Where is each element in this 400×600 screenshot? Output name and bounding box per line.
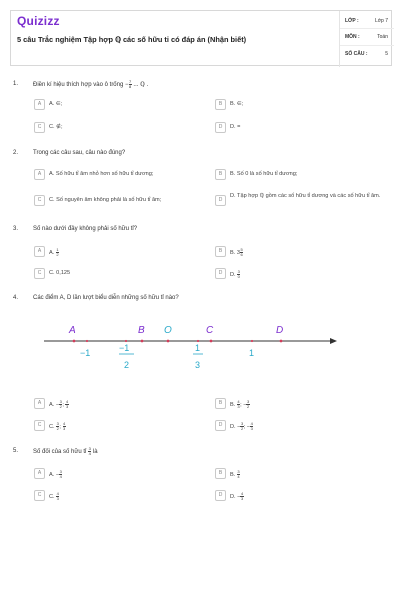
numerator: 4 bbox=[250, 421, 253, 426]
option-label-text: A. bbox=[49, 401, 56, 408]
option-letter-box[interactable]: C bbox=[34, 490, 45, 501]
option-letter-box[interactable]: A bbox=[34, 246, 45, 257]
option-label-text: B. bbox=[230, 401, 237, 408]
question-text-part: Điền kí hiệu thích hợp vào ô trống − bbox=[33, 82, 129, 89]
meta-key: LỚP : bbox=[345, 18, 359, 24]
option-label: A. Số hữu tỉ âm nhỏ hơn số hữu tỉ dương; bbox=[49, 171, 154, 177]
page-title: 5 câu Trắc nghiệm Tập hợp ℚ các số hữu tỉ có đáp án (Nhận biết) bbox=[17, 35, 247, 44]
point-label-d: D bbox=[276, 325, 284, 336]
divider bbox=[340, 45, 394, 46]
tick-dot bbox=[251, 340, 253, 342]
fraction bbox=[237, 470, 240, 479]
sign: − bbox=[55, 401, 60, 408]
fraction bbox=[59, 470, 62, 479]
separator: ; bbox=[240, 401, 244, 408]
option-label-text: D. bbox=[230, 493, 238, 500]
sign: − bbox=[246, 423, 251, 430]
question-text bbox=[33, 447, 98, 456]
denominator: 3 bbox=[237, 404, 240, 409]
point-dot-c bbox=[210, 340, 213, 343]
numerator: 3 bbox=[237, 269, 240, 274]
question-text: Số nào dưới đây không phải số hữu tỉ? bbox=[33, 226, 138, 232]
point-label-c: C bbox=[206, 325, 214, 336]
option-label-text: C. bbox=[49, 423, 57, 430]
fraction bbox=[56, 492, 59, 501]
option-label: A. ∈; bbox=[49, 101, 63, 107]
denominator: 3 bbox=[56, 496, 59, 501]
denominator: 4 bbox=[88, 451, 91, 456]
denominator: 2 bbox=[240, 426, 244, 431]
question-number: 3. bbox=[13, 226, 19, 232]
option-letter-box[interactable]: D bbox=[215, 268, 226, 279]
point-label-a: A bbox=[69, 325, 76, 336]
divider bbox=[340, 28, 394, 29]
option-letter-box[interactable]: C bbox=[34, 195, 45, 206]
numerator: 4 bbox=[237, 399, 240, 404]
quizizz-logo: Quizizz bbox=[17, 14, 60, 28]
meta-row-count bbox=[340, 47, 394, 61]
numerator: 3 bbox=[88, 446, 91, 451]
option-label bbox=[230, 492, 244, 501]
denominator: 2 bbox=[59, 404, 62, 409]
option-letter-box[interactable]: C bbox=[34, 268, 45, 279]
denominator: 2 bbox=[56, 252, 59, 257]
fraction bbox=[250, 422, 253, 431]
tick-dot bbox=[197, 340, 199, 342]
sign: − bbox=[243, 401, 247, 408]
denominator: 4 bbox=[59, 474, 62, 479]
option-label bbox=[49, 248, 59, 257]
option-letter-box[interactable]: B bbox=[215, 99, 226, 110]
option-label: D. Tập hợp ℚ gồm các số hữu tỉ dương và các số hữu tỉ âm. bbox=[230, 193, 381, 199]
question-text-part: là bbox=[91, 449, 98, 456]
point-label-b: B bbox=[138, 325, 145, 336]
fraction bbox=[246, 400, 249, 409]
number-line-figure bbox=[0, 318, 400, 378]
option-label: B. ∈; bbox=[230, 101, 244, 107]
question-number: 5. bbox=[13, 448, 19, 454]
arrow-head bbox=[330, 338, 337, 344]
option-label-text: D. bbox=[230, 271, 238, 278]
denominator: 0 bbox=[237, 274, 240, 279]
meta-key: MÔN : bbox=[345, 34, 360, 40]
tick-label-third-num: 1 bbox=[195, 343, 201, 353]
denominator: 8 bbox=[129, 84, 132, 89]
option-label-text: B. 3 bbox=[230, 249, 240, 256]
point-label-o: O bbox=[164, 325, 172, 336]
question-text-part: Số đối của số hữu tỉ bbox=[33, 449, 89, 456]
option-letter-box[interactable]: A bbox=[34, 169, 45, 180]
question-number: 2. bbox=[13, 150, 19, 156]
option-letter-box[interactable]: B bbox=[215, 169, 226, 180]
option-letter-box[interactable]: A bbox=[34, 398, 45, 409]
option-label: D. = bbox=[230, 124, 241, 130]
question-number: 4. bbox=[13, 295, 19, 301]
denominator: 3 bbox=[240, 496, 244, 501]
numerator: 3 bbox=[59, 399, 62, 404]
separator: ; bbox=[59, 423, 63, 430]
numerator: 3 bbox=[237, 469, 240, 474]
tick-dot bbox=[86, 340, 88, 342]
denominator: 2 bbox=[56, 426, 59, 431]
separator: ; bbox=[243, 423, 247, 430]
option-label-text: C. bbox=[49, 493, 57, 500]
fraction bbox=[237, 270, 240, 279]
tick-label-third-den: 3 bbox=[195, 360, 201, 370]
option-letter-box[interactable]: B bbox=[215, 468, 226, 479]
option-label bbox=[230, 400, 250, 409]
option-letter-box[interactable]: D bbox=[215, 420, 226, 431]
option-label bbox=[49, 492, 59, 501]
tick-label-minus-half-den: 2 bbox=[124, 360, 130, 370]
numerator: 3 bbox=[246, 399, 250, 404]
tick-label-one: 1 bbox=[249, 348, 255, 358]
option-label-text: D. bbox=[230, 423, 238, 430]
option-letter-box[interactable]: D bbox=[215, 195, 226, 206]
option-label bbox=[230, 422, 253, 431]
option-label: C. 0,125 bbox=[49, 270, 71, 276]
option-letter-box[interactable]: A bbox=[34, 99, 45, 110]
option-letter-box[interactable]: A bbox=[34, 468, 45, 479]
numerator: 4 bbox=[63, 421, 66, 426]
fraction bbox=[63, 422, 66, 431]
meta-key: SỐ CÂU : bbox=[345, 51, 368, 57]
sign: − bbox=[237, 423, 241, 430]
meta-value: 5 bbox=[385, 51, 388, 57]
question-text-part: ... ℚ . bbox=[131, 82, 149, 89]
tick-dot bbox=[125, 340, 127, 342]
numerator: 3 bbox=[59, 469, 62, 474]
sign: − bbox=[55, 471, 60, 478]
option-label bbox=[230, 248, 243, 257]
separator: ; bbox=[62, 401, 66, 408]
question-text: Các điểm A, D lần lượt biểu diễn những số hữu tỉ nào? bbox=[33, 295, 179, 301]
point-dot-o bbox=[167, 340, 170, 343]
fraction bbox=[56, 248, 59, 257]
fraction bbox=[65, 400, 68, 409]
tick-label-minus-one: −1 bbox=[80, 348, 91, 358]
fraction bbox=[240, 248, 243, 257]
option-label bbox=[49, 422, 66, 431]
option-letter-box[interactable]: D bbox=[215, 122, 226, 133]
question-number: 1. bbox=[13, 81, 19, 87]
option-label-text: B. bbox=[230, 471, 237, 478]
meta-value: Lớp 7 bbox=[374, 18, 388, 24]
option-label bbox=[49, 470, 62, 479]
numerator: 3 bbox=[240, 421, 244, 426]
numerator: 7 bbox=[129, 79, 132, 84]
point-dot-b bbox=[141, 340, 144, 343]
option-letter-box[interactable]: C bbox=[34, 420, 45, 431]
tick-label-minus-half: −1 bbox=[119, 343, 130, 353]
point-dot-a bbox=[73, 340, 76, 343]
numerator: 1 bbox=[56, 247, 59, 252]
meta-row-class bbox=[340, 14, 394, 28]
option-letter-box[interactable]: D bbox=[215, 490, 226, 501]
option-label bbox=[230, 270, 240, 279]
option-letter-box[interactable]: B bbox=[215, 398, 226, 409]
denominator: 3 bbox=[250, 426, 253, 431]
denominator: 4 bbox=[237, 474, 240, 479]
option-label-text: A. bbox=[49, 249, 56, 256]
option-label: B. Số 0 là số hữu tỉ dương; bbox=[230, 171, 298, 177]
option-label bbox=[49, 400, 69, 409]
option-letter-box[interactable]: B bbox=[215, 246, 226, 257]
meta-panel bbox=[339, 11, 393, 67]
denominator: 3 bbox=[63, 426, 66, 431]
option-label: C. Số nguyên âm không phải là số hữu tỉ âm; bbox=[49, 197, 162, 203]
option-label-text: A. bbox=[49, 471, 56, 478]
meta-value: Toán bbox=[377, 34, 388, 40]
worksheet-header bbox=[10, 10, 392, 66]
denominator: 6 bbox=[240, 252, 243, 257]
numerator: 3 bbox=[56, 421, 59, 426]
numerator: 5 bbox=[240, 247, 243, 252]
option-letter-box[interactable]: C bbox=[34, 122, 45, 133]
denominator: 3 bbox=[65, 404, 69, 409]
fraction bbox=[240, 492, 243, 501]
option-label: C. ∉; bbox=[49, 124, 63, 130]
question-text bbox=[33, 80, 148, 89]
question-text: Trong các câu sau, câu nào đúng? bbox=[33, 150, 126, 156]
denominator: 2 bbox=[246, 404, 250, 409]
numerator: 4 bbox=[240, 491, 244, 496]
sign: − bbox=[237, 493, 241, 500]
numerator: 4 bbox=[56, 491, 59, 496]
option-label bbox=[230, 470, 240, 479]
numerator: 4 bbox=[65, 399, 69, 404]
meta-row-subject bbox=[340, 30, 394, 44]
point-dot-d bbox=[280, 340, 283, 343]
